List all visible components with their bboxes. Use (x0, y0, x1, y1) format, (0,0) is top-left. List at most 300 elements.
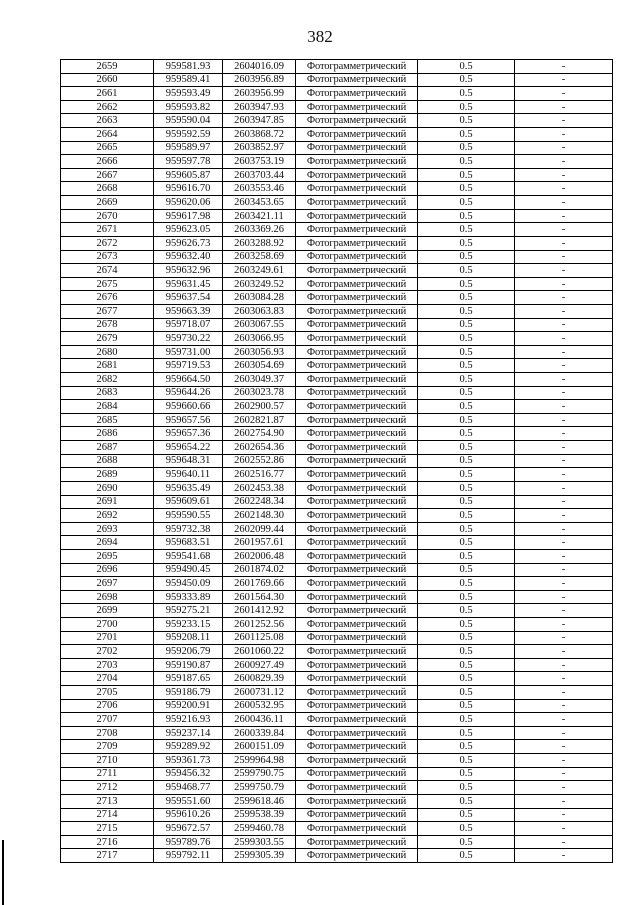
x-coordinate-cell: 959233.15 (154, 617, 223, 631)
note-cell: - (515, 386, 613, 400)
y-coordinate-cell: 2603947.93 (223, 100, 296, 114)
point-number-cell: 2666 (61, 155, 154, 169)
y-coordinate-cell: 2603553.46 (223, 182, 296, 196)
point-number-cell: 2676 (61, 291, 154, 305)
note-cell: - (515, 236, 613, 250)
x-coordinate-cell: 959626.73 (154, 236, 223, 250)
y-coordinate-cell: 2599460.78 (223, 822, 296, 836)
method-cell: Фотограмметрический (296, 672, 418, 686)
table-row (61, 754, 613, 768)
x-coordinate-cell: 959589.97 (154, 141, 223, 155)
table-row (61, 304, 613, 318)
method-cell: Фотограмметрический (296, 617, 418, 631)
accuracy-cell: 0.5 (418, 168, 515, 182)
y-coordinate-cell: 2600339.84 (223, 726, 296, 740)
accuracy-cell: 0.5 (418, 549, 515, 563)
method-cell: Фотограмметрический (296, 373, 418, 387)
x-coordinate-cell: 959590.55 (154, 509, 223, 523)
x-coordinate-cell: 959660.66 (154, 400, 223, 414)
point-number-cell: 2711 (61, 767, 154, 781)
point-number-cell: 2696 (61, 563, 154, 577)
method-cell: Фотограмметрический (296, 73, 418, 87)
table-row (61, 182, 613, 196)
x-coordinate-cell: 959623.05 (154, 223, 223, 237)
accuracy-cell: 0.5 (418, 100, 515, 114)
note-cell: - (515, 332, 613, 346)
note-cell: - (515, 318, 613, 332)
method-cell: Фотограмметрический (296, 332, 418, 346)
note-cell: - (515, 754, 613, 768)
y-coordinate-cell: 2601060.22 (223, 645, 296, 659)
x-coordinate-cell: 959732.38 (154, 522, 223, 536)
y-coordinate-cell: 2603288.92 (223, 236, 296, 250)
note-cell: - (515, 522, 613, 536)
x-coordinate-cell: 959190.87 (154, 658, 223, 672)
method-cell: Фотограмметрический (296, 822, 418, 836)
note-cell: - (515, 100, 613, 114)
point-number-cell: 2682 (61, 373, 154, 387)
table-row (61, 168, 613, 182)
table-row (61, 73, 613, 87)
method-cell: Фотограмметрический (296, 155, 418, 169)
note-cell: - (515, 345, 613, 359)
x-coordinate-cell: 959208.11 (154, 631, 223, 645)
x-coordinate-cell: 959718.07 (154, 318, 223, 332)
method-cell: Фотограмметрический (296, 849, 418, 863)
y-coordinate-cell: 2603453.65 (223, 196, 296, 210)
method-cell: Фотограмметрический (296, 60, 418, 74)
accuracy-cell: 0.5 (418, 332, 515, 346)
note-cell: - (515, 291, 613, 305)
method-cell: Фотограмметрический (296, 427, 418, 441)
point-number-cell: 2680 (61, 345, 154, 359)
y-coordinate-cell: 2603084.28 (223, 291, 296, 305)
note-cell: - (515, 849, 613, 863)
table-row (61, 291, 613, 305)
y-coordinate-cell: 2603023.78 (223, 386, 296, 400)
accuracy-cell: 0.5 (418, 60, 515, 74)
table-row (61, 645, 613, 659)
table-row (61, 128, 613, 142)
note-cell: - (515, 209, 613, 223)
method-cell: Фотограмметрический (296, 686, 418, 700)
accuracy-cell: 0.5 (418, 413, 515, 427)
table-row (61, 386, 613, 400)
point-number-cell: 2692 (61, 509, 154, 523)
note-cell: - (515, 740, 613, 754)
x-coordinate-cell: 959186.79 (154, 686, 223, 700)
accuracy-cell: 0.5 (418, 781, 515, 795)
x-coordinate-cell: 959631.45 (154, 277, 223, 291)
point-number-cell: 2670 (61, 209, 154, 223)
note-cell: - (515, 658, 613, 672)
accuracy-cell: 0.5 (418, 73, 515, 87)
table-row (61, 454, 613, 468)
method-cell: Фотограмметрический (296, 604, 418, 618)
accuracy-cell: 0.5 (418, 468, 515, 482)
y-coordinate-cell: 2600532.95 (223, 699, 296, 713)
accuracy-cell: 0.5 (418, 767, 515, 781)
accuracy-cell: 0.5 (418, 645, 515, 659)
method-cell: Фотограмметрический (296, 141, 418, 155)
point-number-cell: 2708 (61, 726, 154, 740)
x-coordinate-cell: 959361.73 (154, 754, 223, 768)
method-cell: Фотограмметрический (296, 754, 418, 768)
point-number-cell: 2685 (61, 413, 154, 427)
x-coordinate-cell: 959206.79 (154, 645, 223, 659)
accuracy-cell: 0.5 (418, 835, 515, 849)
accuracy-cell: 0.5 (418, 713, 515, 727)
note-cell: - (515, 468, 613, 482)
table-row (61, 87, 613, 101)
table-row (61, 577, 613, 591)
table-row (61, 672, 613, 686)
table-row (61, 400, 613, 414)
table-row (61, 740, 613, 754)
y-coordinate-cell: 2602821.87 (223, 413, 296, 427)
point-number-cell: 2663 (61, 114, 154, 128)
x-coordinate-cell: 959657.36 (154, 427, 223, 441)
table-row (61, 250, 613, 264)
accuracy-cell: 0.5 (418, 155, 515, 169)
note-cell: - (515, 781, 613, 795)
method-cell: Фотограмметрический (296, 87, 418, 101)
accuracy-cell: 0.5 (418, 264, 515, 278)
accuracy-cell: 0.5 (418, 617, 515, 631)
y-coordinate-cell: 2601125.08 (223, 631, 296, 645)
note-cell: - (515, 645, 613, 659)
accuracy-cell: 0.5 (418, 590, 515, 604)
method-cell: Фотограмметрический (296, 468, 418, 482)
point-number-cell: 2700 (61, 617, 154, 631)
table-row (61, 223, 613, 237)
y-coordinate-cell: 2603249.61 (223, 264, 296, 278)
point-number-cell: 2684 (61, 400, 154, 414)
point-number-cell: 2662 (61, 100, 154, 114)
coordinates-table-body (61, 60, 613, 863)
point-number-cell: 2687 (61, 441, 154, 455)
y-coordinate-cell: 2600151.09 (223, 740, 296, 754)
method-cell: Фотограмметрический (296, 645, 418, 659)
y-coordinate-cell: 2602516.77 (223, 468, 296, 482)
method-cell: Фотограмметрический (296, 726, 418, 740)
method-cell: Фотограмметрический (296, 495, 418, 509)
x-coordinate-cell: 959289.92 (154, 740, 223, 754)
accuracy-cell: 0.5 (418, 794, 515, 808)
accuracy-cell: 0.5 (418, 141, 515, 155)
note-cell: - (515, 73, 613, 87)
x-coordinate-cell: 959541.68 (154, 549, 223, 563)
note-cell: - (515, 223, 613, 237)
note-cell: - (515, 631, 613, 645)
y-coordinate-cell: 2599303.55 (223, 835, 296, 849)
method-cell: Фотограмметрический (296, 277, 418, 291)
x-coordinate-cell: 959635.49 (154, 481, 223, 495)
method-cell: Фотограмметрический (296, 767, 418, 781)
point-number-cell: 2717 (61, 849, 154, 863)
y-coordinate-cell: 2601957.61 (223, 536, 296, 550)
point-number-cell: 2712 (61, 781, 154, 795)
x-coordinate-cell: 959216.93 (154, 713, 223, 727)
table-row (61, 699, 613, 713)
x-coordinate-cell: 959640.11 (154, 468, 223, 482)
accuracy-cell: 0.5 (418, 114, 515, 128)
method-cell: Фотограмметрический (296, 304, 418, 318)
accuracy-cell: 0.5 (418, 196, 515, 210)
method-cell: Фотограмметрический (296, 699, 418, 713)
point-number-cell: 2714 (61, 808, 154, 822)
accuracy-cell: 0.5 (418, 373, 515, 387)
x-coordinate-cell: 959617.98 (154, 209, 223, 223)
table-row (61, 155, 613, 169)
method-cell: Фотограмметрический (296, 441, 418, 455)
point-number-cell: 2665 (61, 141, 154, 155)
table-row (61, 549, 613, 563)
point-number-cell: 2706 (61, 699, 154, 713)
x-coordinate-cell: 959200.91 (154, 699, 223, 713)
accuracy-cell: 0.5 (418, 577, 515, 591)
note-cell: - (515, 509, 613, 523)
point-number-cell: 2707 (61, 713, 154, 727)
x-coordinate-cell: 959663.39 (154, 304, 223, 318)
accuracy-cell: 0.5 (418, 495, 515, 509)
x-coordinate-cell: 959590.04 (154, 114, 223, 128)
x-coordinate-cell: 959490.45 (154, 563, 223, 577)
point-number-cell: 2703 (61, 658, 154, 672)
accuracy-cell: 0.5 (418, 400, 515, 414)
y-coordinate-cell: 2599538.39 (223, 808, 296, 822)
accuracy-cell: 0.5 (418, 441, 515, 455)
y-coordinate-cell: 2603947.85 (223, 114, 296, 128)
method-cell: Фотограмметрический (296, 345, 418, 359)
y-coordinate-cell: 2601564.30 (223, 590, 296, 604)
table-row (61, 590, 613, 604)
method-cell: Фотограмметрический (296, 590, 418, 604)
method-cell: Фотограмметрический (296, 291, 418, 305)
method-cell: Фотограмметрический (296, 522, 418, 536)
x-coordinate-cell: 959616.70 (154, 182, 223, 196)
x-coordinate-cell: 959237.14 (154, 726, 223, 740)
point-number-cell: 2668 (61, 182, 154, 196)
point-number-cell: 2704 (61, 672, 154, 686)
accuracy-cell: 0.5 (418, 427, 515, 441)
table-row (61, 373, 613, 387)
y-coordinate-cell: 2601874.02 (223, 563, 296, 577)
x-coordinate-cell: 959648.31 (154, 454, 223, 468)
x-coordinate-cell: 959620.06 (154, 196, 223, 210)
method-cell: Фотограмметрический (296, 413, 418, 427)
x-coordinate-cell: 959593.82 (154, 100, 223, 114)
point-number-cell: 2659 (61, 60, 154, 74)
method-cell: Фотограмметрический (296, 536, 418, 550)
note-cell: - (515, 114, 613, 128)
accuracy-cell: 0.5 (418, 182, 515, 196)
note-cell: - (515, 672, 613, 686)
accuracy-cell: 0.5 (418, 209, 515, 223)
y-coordinate-cell: 2599305.39 (223, 849, 296, 863)
x-coordinate-cell: 959581.93 (154, 60, 223, 74)
table-row (61, 114, 613, 128)
table-row (61, 196, 613, 210)
x-coordinate-cell: 959187.65 (154, 672, 223, 686)
y-coordinate-cell: 2603369.26 (223, 223, 296, 237)
x-coordinate-cell: 959632.40 (154, 250, 223, 264)
accuracy-cell: 0.5 (418, 849, 515, 863)
point-number-cell: 2677 (61, 304, 154, 318)
point-number-cell: 2709 (61, 740, 154, 754)
table-row (61, 713, 613, 727)
x-coordinate-cell: 959644.26 (154, 386, 223, 400)
note-cell: - (515, 359, 613, 373)
note-cell: - (515, 495, 613, 509)
point-number-cell: 2667 (61, 168, 154, 182)
note-cell: - (515, 168, 613, 182)
note-cell: - (515, 617, 613, 631)
point-number-cell: 2679 (61, 332, 154, 346)
table-row (61, 359, 613, 373)
accuracy-cell: 0.5 (418, 223, 515, 237)
point-number-cell: 2702 (61, 645, 154, 659)
y-coordinate-cell: 2602453.38 (223, 481, 296, 495)
y-coordinate-cell: 2604016.09 (223, 60, 296, 74)
method-cell: Фотограмметрический (296, 196, 418, 210)
method-cell: Фотограмметрический (296, 128, 418, 142)
x-coordinate-cell: 959333.89 (154, 590, 223, 604)
y-coordinate-cell: 2603956.89 (223, 73, 296, 87)
table-row (61, 141, 613, 155)
note-cell: - (515, 196, 613, 210)
x-coordinate-cell: 959719.53 (154, 359, 223, 373)
point-number-cell: 2683 (61, 386, 154, 400)
note-cell: - (515, 413, 613, 427)
x-coordinate-cell: 959456.32 (154, 767, 223, 781)
method-cell: Фотограмметрический (296, 236, 418, 250)
accuracy-cell: 0.5 (418, 726, 515, 740)
method-cell: Фотограмметрический (296, 577, 418, 591)
method-cell: Фотограмметрический (296, 835, 418, 849)
y-coordinate-cell: 2601412.92 (223, 604, 296, 618)
note-cell: - (515, 686, 613, 700)
table-row (61, 536, 613, 550)
point-number-cell: 2660 (61, 73, 154, 87)
method-cell: Фотограмметрический (296, 658, 418, 672)
method-cell: Фотограмметрический (296, 318, 418, 332)
accuracy-cell: 0.5 (418, 291, 515, 305)
accuracy-cell: 0.5 (418, 304, 515, 318)
point-number-cell: 2674 (61, 264, 154, 278)
x-coordinate-cell: 959637.54 (154, 291, 223, 305)
method-cell: Фотограмметрический (296, 549, 418, 563)
note-cell: - (515, 454, 613, 468)
y-coordinate-cell: 2603067.55 (223, 318, 296, 332)
y-coordinate-cell: 2600927.49 (223, 658, 296, 672)
table-row (61, 277, 613, 291)
note-cell: - (515, 794, 613, 808)
accuracy-cell: 0.5 (418, 740, 515, 754)
y-coordinate-cell: 2602654.36 (223, 441, 296, 455)
margin-rule (2, 840, 4, 905)
accuracy-cell: 0.5 (418, 686, 515, 700)
table-row (61, 100, 613, 114)
y-coordinate-cell: 2603249.52 (223, 277, 296, 291)
x-coordinate-cell: 959468.77 (154, 781, 223, 795)
method-cell: Фотограмметрический (296, 209, 418, 223)
note-cell: - (515, 604, 613, 618)
accuracy-cell: 0.5 (418, 536, 515, 550)
point-number-cell: 2710 (61, 754, 154, 768)
page-number: 382 (307, 27, 333, 46)
note-cell: - (515, 726, 613, 740)
point-number-cell: 2705 (61, 686, 154, 700)
point-number-cell: 2715 (61, 822, 154, 836)
x-coordinate-cell: 959654.22 (154, 441, 223, 455)
note-cell: - (515, 808, 613, 822)
point-number-cell: 2693 (61, 522, 154, 536)
accuracy-cell: 0.5 (418, 250, 515, 264)
y-coordinate-cell: 2602754.90 (223, 427, 296, 441)
table-row (61, 767, 613, 781)
method-cell: Фотограмметрический (296, 386, 418, 400)
point-number-cell: 2695 (61, 549, 154, 563)
table-row (61, 332, 613, 346)
table-row (61, 345, 613, 359)
accuracy-cell: 0.5 (418, 454, 515, 468)
point-number-cell: 2701 (61, 631, 154, 645)
x-coordinate-cell: 959792.11 (154, 849, 223, 863)
accuracy-cell: 0.5 (418, 87, 515, 101)
note-cell: - (515, 155, 613, 169)
table-row (61, 441, 613, 455)
y-coordinate-cell: 2603956.99 (223, 87, 296, 101)
table-row (61, 427, 613, 441)
method-cell: Фотограмметрический (296, 168, 418, 182)
point-number-cell: 2698 (61, 590, 154, 604)
y-coordinate-cell: 2603753.19 (223, 155, 296, 169)
accuracy-cell: 0.5 (418, 236, 515, 250)
method-cell: Фотограмметрический (296, 454, 418, 468)
note-cell: - (515, 427, 613, 441)
method-cell: Фотограмметрический (296, 359, 418, 373)
point-number-cell: 2691 (61, 495, 154, 509)
accuracy-cell: 0.5 (418, 522, 515, 536)
accuracy-cell: 0.5 (418, 658, 515, 672)
table-row (61, 781, 613, 795)
accuracy-cell: 0.5 (418, 386, 515, 400)
table-row (61, 658, 613, 672)
x-coordinate-cell: 959683.51 (154, 536, 223, 550)
point-number-cell: 2686 (61, 427, 154, 441)
note-cell: - (515, 277, 613, 291)
table-row (61, 617, 613, 631)
method-cell: Фотограмметрический (296, 264, 418, 278)
method-cell: Фотограмметрический (296, 631, 418, 645)
y-coordinate-cell: 2603703.44 (223, 168, 296, 182)
point-number-cell: 2699 (61, 604, 154, 618)
note-cell: - (515, 590, 613, 604)
note-cell: - (515, 373, 613, 387)
point-number-cell: 2713 (61, 794, 154, 808)
method-cell: Фотограмметрический (296, 114, 418, 128)
y-coordinate-cell: 2600829.39 (223, 672, 296, 686)
x-coordinate-cell: 959275.21 (154, 604, 223, 618)
y-coordinate-cell: 2603049.37 (223, 373, 296, 387)
note-cell: - (515, 182, 613, 196)
y-coordinate-cell: 2602099.44 (223, 522, 296, 536)
x-coordinate-cell: 959450.09 (154, 577, 223, 591)
y-coordinate-cell: 2602552.86 (223, 454, 296, 468)
accuracy-cell: 0.5 (418, 699, 515, 713)
method-cell: Фотограмметрический (296, 100, 418, 114)
